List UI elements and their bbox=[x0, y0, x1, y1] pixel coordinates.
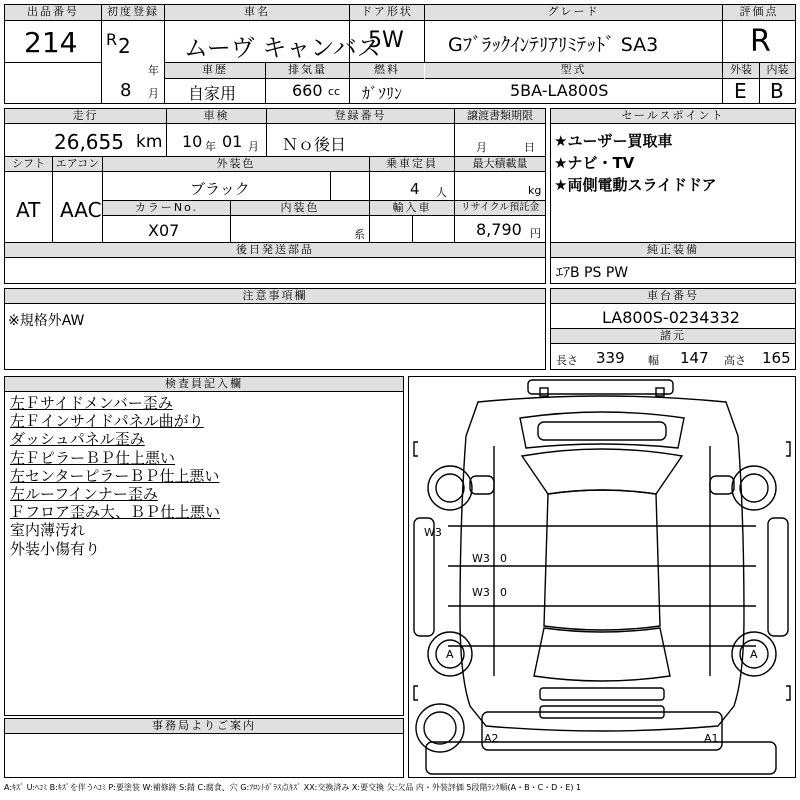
caution: ※規格外AW bbox=[8, 313, 85, 329]
int-label: 内装 bbox=[760, 63, 795, 79]
recycle-label: リサイクル預託金 bbox=[455, 201, 545, 216]
length: 339 bbox=[596, 349, 625, 367]
month-unit: 月 bbox=[148, 87, 159, 100]
shift-label: シフト bbox=[5, 157, 52, 172]
inspector-note: Ｆフロア歪み大、ＢＰ仕上悪い bbox=[10, 503, 221, 522]
dims-label: 諸元 bbox=[551, 329, 795, 344]
inspector-label: 検査員記入欄 bbox=[5, 377, 403, 392]
mark-a1: A1 bbox=[704, 732, 719, 745]
reg-label: 登録番号 bbox=[267, 109, 454, 124]
load-unit: kg bbox=[528, 184, 542, 197]
disp-label: 排気量 bbox=[266, 63, 349, 79]
score-label: 評価点 bbox=[723, 5, 795, 21]
mark-w3-left: W3 bbox=[424, 526, 442, 539]
grade: Gﾌﾞﾗｯｸｲﾝﾃﾘｱﾘﾐﾃｯﾄﾞ SA3 bbox=[448, 34, 659, 56]
sales-point: ★ナビ・TV bbox=[554, 154, 635, 172]
era: R bbox=[106, 30, 118, 49]
registration: Ｎｏ後日 bbox=[282, 135, 347, 154]
insp-month: 01 bbox=[222, 132, 243, 151]
caution-label: 注意事項欄 bbox=[5, 289, 545, 304]
mark-a2: A2 bbox=[484, 732, 499, 745]
office-label: 事務局よりご案内 bbox=[5, 719, 403, 734]
grade-label: グレード bbox=[425, 5, 722, 21]
mark-zero-b: 0 bbox=[500, 586, 507, 599]
lot-number: 214 bbox=[24, 26, 78, 59]
load-label: 最大積載量 bbox=[455, 157, 545, 172]
history: 自家用 bbox=[188, 84, 237, 103]
door-label: ドア形状 bbox=[350, 5, 424, 21]
first-reg-label: 初度登録 bbox=[102, 5, 164, 21]
score: R bbox=[750, 24, 771, 59]
inspector-note: 左Ｆインサイドパネル曲がり bbox=[10, 412, 204, 431]
legend: A:ｷｽﾞ U:ﾍｺﾐ B:ｷｽﾞを伴うﾍｺﾐ P:要塗装 W:補修跡 S:錆 C:腐食、穴 G:ﾌﾛﾝﾄｶﾞﾗｽ点ｷｽﾞ XX:交換済み X:要交換 欠:欠品 内・外装評価 5段階ﾗﾝｸ順(A・B・C・D・E) 1 bbox=[4, 783, 582, 792]
mark-a-left: A bbox=[446, 648, 454, 661]
insp-year-unit: 年 bbox=[205, 140, 216, 153]
width: 147 bbox=[680, 349, 709, 367]
equip-label: 純正装備 bbox=[551, 243, 795, 258]
mark-w3-a: W3 bbox=[472, 552, 490, 565]
mileage-unit: km bbox=[136, 132, 163, 152]
mark-w3-b: W3 bbox=[472, 586, 490, 599]
body-color: ブラック bbox=[190, 180, 250, 198]
int-grade: B bbox=[770, 79, 784, 103]
inspector-notes bbox=[10, 394, 220, 558]
ext-grade: E bbox=[734, 79, 747, 103]
inspector-note: 左センターピラーＢＰ仕上悪い bbox=[10, 466, 220, 485]
color-label: 外装色 bbox=[103, 157, 369, 172]
intcolor-label: 内装色 bbox=[231, 201, 369, 216]
inspector-note: ダッシュパネル歪み bbox=[10, 430, 145, 449]
mark-zero-a: 0 bbox=[500, 552, 507, 565]
reg-year: 2 bbox=[118, 34, 131, 58]
sales-point: ★ユーザー買取車 bbox=[554, 132, 673, 150]
mileage: 26,655 bbox=[54, 130, 124, 154]
width-label: 幅 bbox=[648, 354, 659, 367]
door-type: 5W bbox=[368, 28, 404, 53]
seats: 4 bbox=[410, 180, 420, 198]
transfer-day: 日 bbox=[524, 141, 535, 154]
disp-unit: cc bbox=[328, 85, 341, 98]
sales-point: ★両側電動スライドドア bbox=[554, 176, 717, 194]
car-name: ムーヴ キャンバス bbox=[184, 34, 381, 62]
inspector-note: 左ルーフインナー歪み bbox=[10, 485, 158, 504]
recycle-unit: 円 bbox=[530, 227, 541, 240]
aircon: AAC bbox=[60, 198, 102, 222]
fuel: ｶﾞｿﾘﾝ bbox=[362, 84, 403, 103]
inspector-note: 室内薄汚れ bbox=[10, 521, 86, 540]
chassis-number: LA800S-0234332 bbox=[602, 308, 740, 327]
height-label: 高さ bbox=[724, 354, 746, 367]
model: 5BA-LA800S bbox=[510, 81, 609, 100]
mileage-label: 走行 bbox=[5, 109, 166, 124]
colorno-label: カラーNo. bbox=[103, 201, 230, 216]
transfer-label: 譲渡書類期限 bbox=[455, 109, 545, 124]
import-label: 輸入車 bbox=[370, 201, 454, 216]
inspector-note: 左Ｆサイドメンバー歪み bbox=[10, 394, 173, 412]
insp-month-unit: 月 bbox=[248, 140, 259, 153]
inspection-label: 車検 bbox=[167, 109, 266, 124]
lot-label: 出品番号 bbox=[5, 5, 101, 21]
car-outline bbox=[408, 376, 796, 778]
displacement: 660 bbox=[292, 81, 323, 100]
chassis-label: 車台番号 bbox=[551, 289, 795, 304]
insp-year: 10 bbox=[182, 132, 203, 151]
year-unit: 年 bbox=[148, 64, 159, 77]
inspector-note: 左ＦピラーＢＰ仕上悪い bbox=[10, 448, 176, 467]
intcolor-unit: 系 bbox=[354, 228, 365, 241]
shift: AT bbox=[16, 198, 41, 222]
ext-label: 外装 bbox=[723, 63, 759, 79]
color-number: X07 bbox=[148, 221, 180, 240]
inspector-note: 外装小傷有り bbox=[10, 539, 101, 558]
name-label: 車名 bbox=[165, 5, 349, 21]
equipment: ｴｱB PS PW bbox=[556, 265, 629, 281]
recycle-fee: 8,790 bbox=[476, 220, 522, 239]
fuel-label: 燃料 bbox=[350, 63, 424, 79]
model-label: 型式 bbox=[425, 63, 722, 79]
length-label: 長さ bbox=[556, 354, 578, 367]
seats-unit: 人 bbox=[436, 186, 447, 199]
history-label: 車歴 bbox=[165, 63, 265, 79]
reg-month: 8 bbox=[120, 80, 132, 101]
mark-a-right: A bbox=[750, 648, 758, 661]
height: 165 bbox=[762, 349, 791, 367]
ac-label: エアコン bbox=[53, 157, 102, 172]
later-label: 後日発送部品 bbox=[5, 243, 545, 258]
seats-label: 乗車定員 bbox=[370, 157, 454, 172]
sales-label: セールスポイント bbox=[551, 109, 795, 124]
transfer-month: 月 bbox=[476, 141, 487, 154]
